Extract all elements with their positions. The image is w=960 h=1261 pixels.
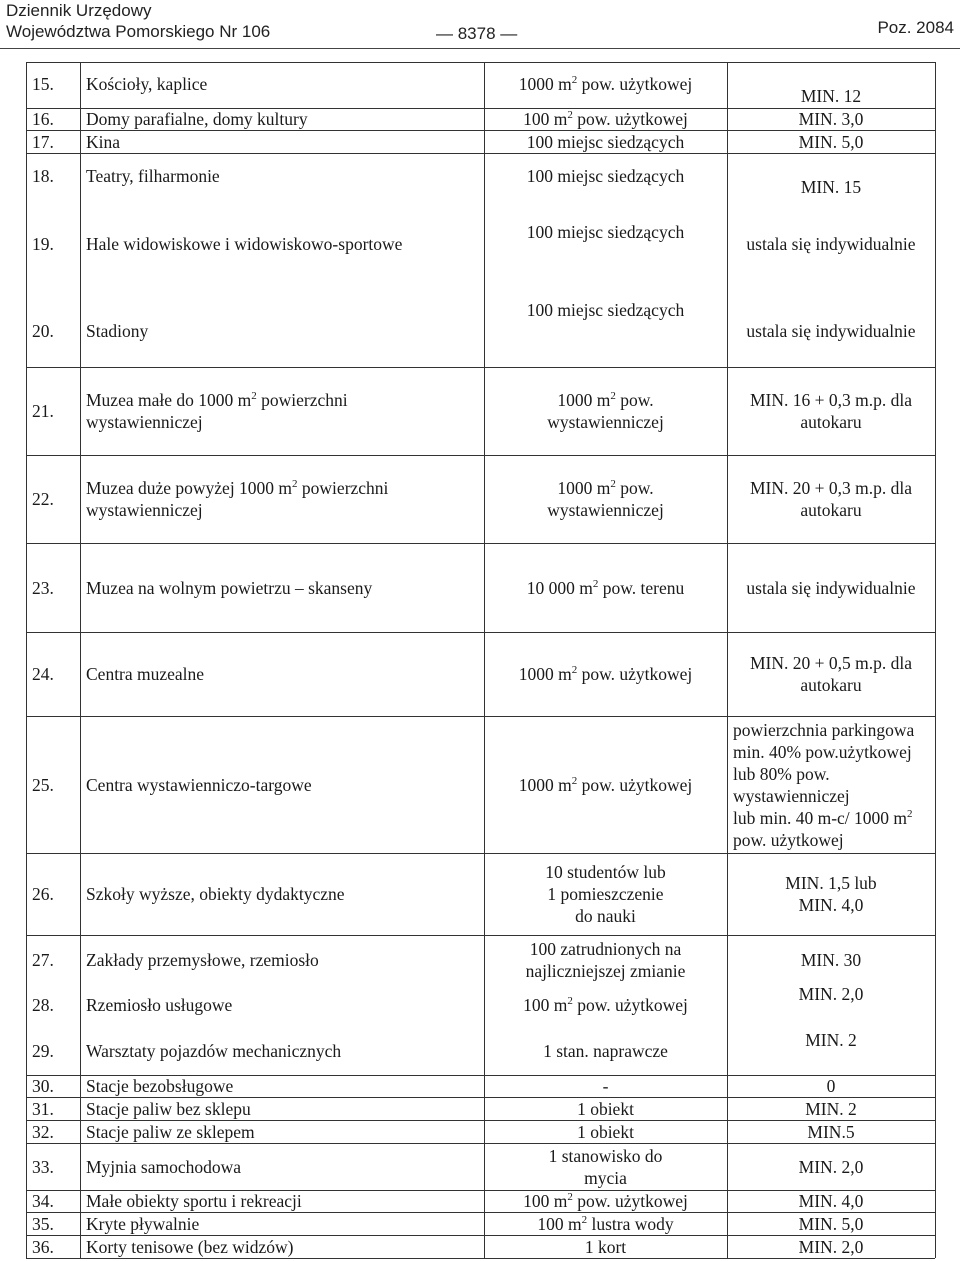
row-name: Stacje paliw bez sklepu <box>86 1098 251 1119</box>
table-rule <box>26 367 935 368</box>
row-requirement: autokaru <box>800 412 862 432</box>
row-unit: 1 stanowisko do <box>548 1145 663 1166</box>
row-name: Hale widowiskowe i widowiskowo-sportowe <box>86 234 403 254</box>
position-number: Poz. 2084 <box>877 18 954 37</box>
table-rule <box>26 62 27 1258</box>
row-requirement: MIN. 12 <box>800 86 862 106</box>
row-unit: 100 miejsc siedzących <box>526 166 685 186</box>
row-number: 23. <box>32 578 54 598</box>
row-unit: - <box>602 1076 609 1096</box>
row-requirement: ustala się indywidualnie <box>746 234 916 254</box>
row-number: 35. <box>32 1213 54 1234</box>
row-number: 16. <box>32 109 54 129</box>
row-unit: 1 pomieszczenie <box>547 884 664 904</box>
row-requirement: MIN. 2,0 <box>798 1236 864 1257</box>
superscript: 2 <box>610 478 616 490</box>
row-requirement: pow. użytkowej <box>733 829 844 850</box>
superscript: 2 <box>567 995 573 1007</box>
table-rule <box>26 1143 935 1144</box>
row-unit: wystawienniczej <box>547 412 664 432</box>
row-number: 27. <box>32 950 54 970</box>
superscript: 2 <box>251 390 257 402</box>
row-unit: 100 zatrudnionych na <box>529 939 682 959</box>
table-rule <box>26 1258 935 1259</box>
superscript: 2 <box>610 390 616 402</box>
row-name: Domy parafialne, domy kultury <box>86 109 308 129</box>
table-rule <box>26 108 935 109</box>
row-unit: 10 studentów lub <box>545 862 666 882</box>
row-requirement: lub 80% pow. <box>733 763 830 784</box>
row-number: 34. <box>32 1191 54 1211</box>
row-unit: 1 stan. naprawcze <box>543 1041 668 1061</box>
row-name: Kryte pływalnie <box>86 1213 200 1234</box>
row-unit: 1000 $m^2$ pow. <box>557 478 654 498</box>
journal-issue: Województwa Pomorskiego Nr 106 <box>6 22 271 41</box>
row-name: wystawienniczej <box>86 500 203 520</box>
table-rule <box>26 1075 935 1076</box>
row-unit: 100 $m^2$ lustra wody <box>537 1213 674 1234</box>
row-unit: 100 $m^2$ pow. użytkowej <box>523 1191 688 1211</box>
row-name: Szkoły wyższe, obiekty dydaktyczne <box>86 884 345 904</box>
row-unit: 1000 $m^2$ pow. użytkowej <box>518 774 693 795</box>
superscript: 2 <box>567 109 573 121</box>
row-requirement: MIN. 15 <box>800 177 862 197</box>
row-requirement: autokaru <box>800 675 862 695</box>
table-rule <box>484 62 485 1258</box>
row-number: 29. <box>32 1041 54 1061</box>
row-requirement: MIN. 1,5 lub <box>785 873 877 893</box>
table-rule <box>26 935 935 936</box>
row-requirement: MIN. 20 + 0,5 m.p. dla <box>749 653 912 673</box>
superscript: 2 <box>907 807 913 820</box>
row-unit: wystawienniczej <box>547 500 664 520</box>
row-requirement: MIN. 5,0 <box>798 1213 864 1234</box>
table-rule <box>26 455 935 456</box>
superscript: 2 <box>567 1191 573 1203</box>
row-name: Kina <box>86 131 121 152</box>
row-requirement: min. 40% pow.użytkowej <box>733 741 912 762</box>
row-number: 31. <box>32 1098 54 1119</box>
row-name: Stacje paliw ze sklepem <box>86 1121 255 1142</box>
row-requirement: MIN. 2 <box>805 1030 857 1050</box>
table-rule <box>26 130 935 131</box>
row-name: Warsztaty pojazdów mechanicznych <box>86 1041 342 1061</box>
row-requirement: wystawienniczej <box>733 785 850 806</box>
row-name: Zakłady przemysłowe, rzemiosło <box>86 950 319 970</box>
table-rule <box>26 1235 935 1236</box>
row-number: 28. <box>32 995 54 1015</box>
table-rule <box>727 62 728 1258</box>
table-rule <box>26 62 935 63</box>
row-name: Muzea małe do 1000 $m^2$ powierzchni <box>86 390 348 410</box>
row-name: Kościoły, kaplice <box>86 74 208 94</box>
row-unit: 100 miejsc siedzących <box>526 131 685 152</box>
row-number: 33. <box>32 1156 54 1177</box>
row-name: Centra muzealne <box>86 664 205 684</box>
table-rule <box>26 716 935 717</box>
row-number: 18. <box>32 166 54 186</box>
row-name: Małe obiekty sportu i rekreacji <box>86 1191 302 1211</box>
row-name: Rzemiosło usługowe <box>86 995 233 1015</box>
row-unit: 1000 $m^2$ pow. użytkowej <box>518 664 693 684</box>
row-name: Korty tenisowe (bez widzów) <box>86 1236 294 1257</box>
row-unit: 100 $m^2$ pow. użytkowej <box>523 109 688 129</box>
row-name: Stacje bezobsługowe <box>86 1076 234 1096</box>
table-rule <box>26 632 935 633</box>
table-rule <box>26 1120 935 1121</box>
row-unit: 1000 $m^2$ pow. użytkowej <box>518 74 693 94</box>
row-name: Myjnia samochodowa <box>86 1156 242 1177</box>
row-unit: najliczniejszej zmianie <box>525 961 686 981</box>
row-requirement: autokaru <box>800 500 862 520</box>
row-requirement: MIN. 4,0 <box>798 895 864 915</box>
superscript: 2 <box>292 478 298 490</box>
table-rule <box>26 153 935 154</box>
table-rule <box>26 1190 935 1191</box>
row-requirement: ustala się indywidualnie <box>746 321 916 341</box>
superscript: 2 <box>571 774 578 787</box>
row-number: 36. <box>32 1236 54 1257</box>
row-name: Muzea duże powyżej 1000 $m^2$ powierzchni <box>86 478 389 498</box>
row-unit: do nauki <box>575 906 636 926</box>
row-unit: 1 kort <box>584 1236 627 1257</box>
row-number: 30. <box>32 1076 54 1096</box>
row-name: wystawienniczej <box>86 412 203 432</box>
table-rule <box>80 62 81 1258</box>
row-requirement: 0 <box>826 1076 836 1096</box>
row-number: 22. <box>32 489 54 509</box>
page-number: — 8378 — <box>436 24 518 43</box>
row-unit: 100 miejsc siedzących <box>526 300 685 320</box>
row-requirement: MIN. 5,0 <box>798 131 864 152</box>
row-requirement: MIN. 2,0 <box>798 1156 864 1177</box>
row-requirement: MIN. 30 <box>800 950 862 970</box>
row-requirement: MIN. 3,0 <box>798 109 864 129</box>
row-requirement: MIN. 20 + 0,3 m.p. dla <box>749 478 912 498</box>
row-unit: 1 obiekt <box>577 1098 634 1119</box>
row-requirement: MIN. 4,0 <box>798 1191 864 1211</box>
table-rule <box>26 543 935 544</box>
row-unit: 100 $m^2$ pow. użytkowej <box>523 995 688 1015</box>
row-requirement: MIN. 2,0 <box>798 984 864 1004</box>
table-rule <box>935 62 936 1258</box>
superscript: 2 <box>581 1213 588 1226</box>
row-number: 25. <box>32 774 54 795</box>
row-requirement: lub min. 40 m-c/ 1000 $m^2$ <box>733 807 913 828</box>
table-rule <box>26 853 935 854</box>
row-requirement: powierzchnia parkingowa <box>733 719 915 740</box>
row-requirement: MIN.5 <box>807 1121 855 1142</box>
header-rule <box>0 48 960 49</box>
journal-title: Dziennik Urzędowy <box>6 1 152 20</box>
row-requirement: MIN. 16 + 0,3 m.p. dla <box>749 390 912 410</box>
row-number: 32. <box>32 1121 54 1142</box>
row-number: 26. <box>32 884 54 904</box>
row-number: 17. <box>32 131 54 152</box>
row-name: Centra wystawienniczo-targowe <box>86 774 312 795</box>
table-rule <box>26 1212 935 1213</box>
row-requirement: MIN. 2 <box>805 1098 857 1119</box>
superscript: 2 <box>571 664 578 676</box>
row-number: 24. <box>32 664 54 684</box>
superscript: 2 <box>571 74 578 86</box>
row-requirement: ustala się indywidualnie <box>746 578 916 598</box>
row-name: Muzea na wolnym powietrzu – skanseny <box>86 578 373 598</box>
superscript: 2 <box>592 578 599 590</box>
row-number: 21. <box>32 401 54 421</box>
row-name: Stadiony <box>86 321 149 341</box>
row-number: 15. <box>32 74 54 94</box>
row-number: 19. <box>32 234 54 254</box>
row-unit: 10 000 $m^2$ pow. terenu <box>526 578 685 598</box>
row-unit: 1000 $m^2$ pow. <box>557 390 654 410</box>
table-rule <box>26 1097 935 1098</box>
row-unit: 1 obiekt <box>577 1121 634 1142</box>
row-unit: mycia <box>584 1167 627 1188</box>
row-number: 20. <box>32 321 54 341</box>
row-name: Teatry, filharmonie <box>86 166 220 186</box>
row-unit: 100 miejsc siedzących <box>526 222 685 242</box>
